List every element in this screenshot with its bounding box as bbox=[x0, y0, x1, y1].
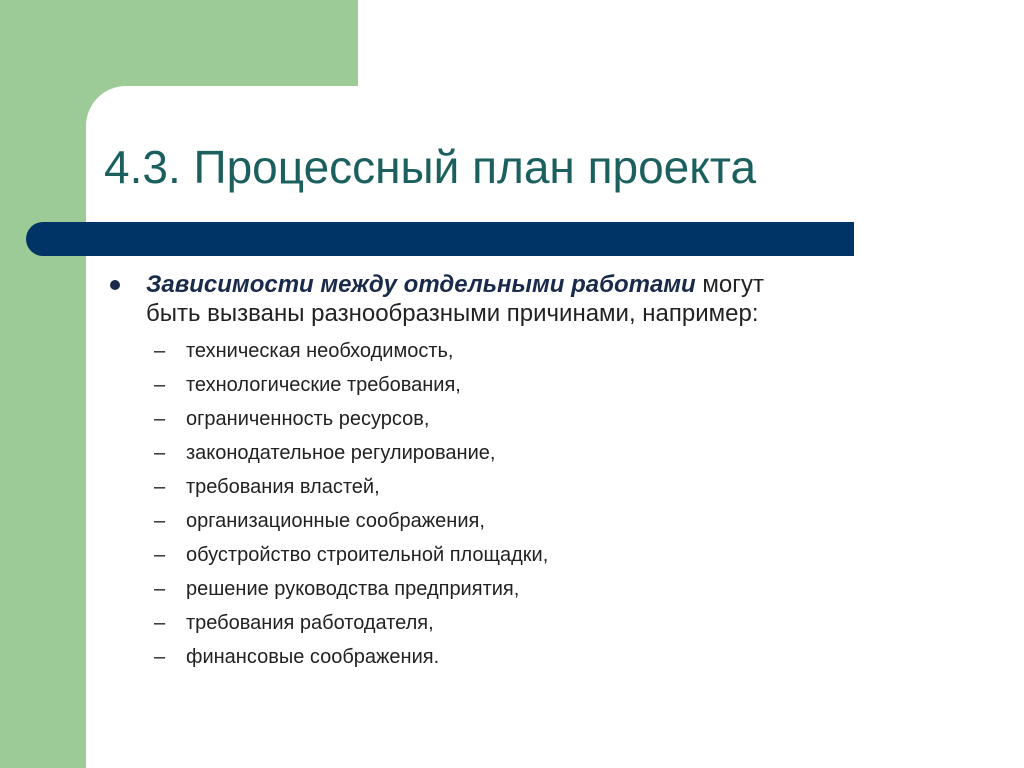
dash-icon: – bbox=[154, 510, 166, 532]
slide-content bbox=[104, 270, 904, 674]
sub-list-item bbox=[104, 436, 904, 470]
sub-list-item bbox=[104, 640, 904, 674]
bullet-item bbox=[104, 270, 904, 328]
bullet-text-line2: быть вызваны разнообразными причинами, например: bbox=[146, 300, 759, 327]
bullet-emphasis: Зависимости между отдельными работами bbox=[146, 271, 696, 298]
sub-item-text: финансовые соображения. bbox=[186, 646, 440, 668]
sub-item-text: организационные соображения, bbox=[186, 510, 485, 532]
dash-icon: – bbox=[154, 340, 166, 362]
title-underline-bar bbox=[26, 222, 854, 256]
sub-list-item bbox=[104, 572, 904, 606]
dash-icon: – bbox=[154, 578, 166, 600]
dash-icon: – bbox=[154, 646, 166, 668]
sub-item-text: законодательное регулирование, bbox=[186, 442, 496, 464]
sub-item-text: технологические требования, bbox=[186, 374, 461, 396]
dash-icon: – bbox=[154, 476, 166, 498]
dash-icon: – bbox=[154, 612, 166, 634]
sub-item-text: ограниченность ресурсов, bbox=[186, 408, 430, 430]
sub-item-text: решение руководства предприятия, bbox=[186, 578, 520, 600]
sub-list-item bbox=[104, 368, 904, 402]
sub-list-item bbox=[104, 606, 904, 640]
sub-item-text: требования властей, bbox=[186, 476, 380, 498]
sub-list-item bbox=[104, 504, 904, 538]
sub-item-text: техническая необходимость, bbox=[186, 340, 454, 362]
slide-title: 4.3. Процессный план проекта bbox=[104, 141, 757, 193]
sub-list-item bbox=[104, 402, 904, 436]
sub-list-item bbox=[104, 334, 904, 368]
sub-list bbox=[104, 334, 904, 674]
dash-icon: – bbox=[154, 442, 166, 464]
sub-item-text: обустройство строительной площадки, bbox=[186, 544, 549, 566]
bullet-text-line1: могут bbox=[695, 271, 764, 298]
sub-item-text: требования работодателя, bbox=[186, 612, 434, 634]
bullet-dot-icon bbox=[110, 280, 120, 290]
sub-list-item bbox=[104, 538, 904, 572]
dash-icon: – bbox=[154, 544, 166, 566]
dash-icon: – bbox=[154, 374, 166, 396]
sub-list-item bbox=[104, 470, 904, 504]
dash-icon: – bbox=[154, 408, 166, 430]
